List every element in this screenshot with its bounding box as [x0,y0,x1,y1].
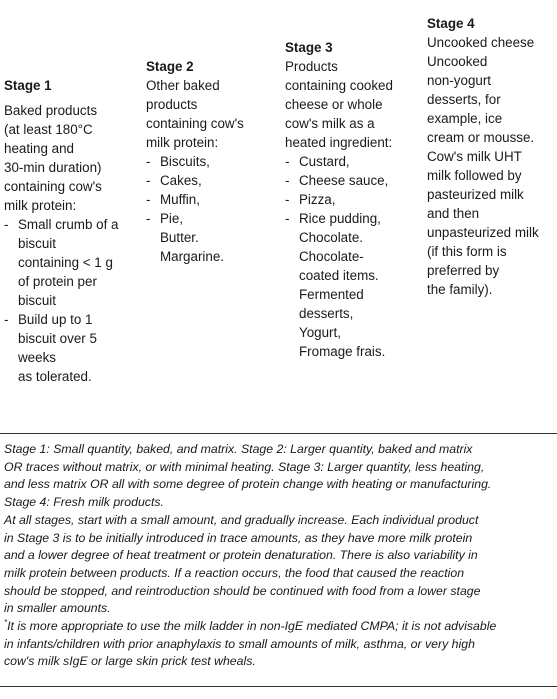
summary-line: and less matrix OR all with some degree of protein change with heating or manufacturing. [4,477,492,492]
list-item: - Cheese sauce, [285,173,389,188]
stage-4-title: Stage 4 [427,16,475,31]
advice-line: and a lower degree of heat treatment or protein denaturation. There is also variability in [4,548,478,563]
list-item: - Pie, Butter. Margarine. [146,211,225,264]
list-item: - Pizza, [285,192,336,207]
stage-4-intro-line: the family). [427,282,493,297]
advice-line: in smaller amounts. [4,601,111,616]
stage-4-intro-line: Cow's milk UHT [427,149,522,164]
stage-2-column [146,57,266,266]
stage-3-intro-line: heated ingredient: [285,135,393,150]
list-item: - Custard, [285,154,350,169]
stage-4-intro-line: desserts, for [427,92,501,107]
stage-4-intro-line: pasteurized milk [427,187,524,202]
footnote-line: cow's milk sIgE or large skin prick test wheals. [4,654,256,669]
stage-1-intro-line: 30-min duration) [4,160,102,175]
list-item: - Muffin, [146,192,200,207]
stage-3-list [285,152,413,361]
list-item: - Small crumb of a biscuit containing < 1 g of protein per biscuit [4,217,119,308]
stage-1-intro-line: containing cow's [4,179,102,194]
stage-1-intro-line: Baked products [4,103,98,118]
list-item: - Biscuits, [146,154,210,169]
list-item: - Rice pudding, Chocolate. Chocolate- coated items. Fermented desserts, Yogurt, Fromage frais. [285,211,386,359]
stage-4-intro-line: unpasteurized milk [427,225,539,240]
stage-2-intro-line: containing cow's [146,116,244,131]
summary-line: Stage 4: Fresh milk products. [4,495,164,510]
stage-2-title: Stage 2 [146,59,194,74]
advice-line: At all stages, start with a small amount, and gradually increase. Each individual product [4,512,479,527]
stage-4-intro-line: cream or mousse. [427,130,535,145]
stage-4-intro-line: preferred by [427,263,500,278]
stage-3-intro-line: Products [285,59,338,74]
stage-4-intro-line: non-yogurt [427,73,492,88]
advice-line: should be stopped, and reintroduction should be continued with food from a lower stage [4,583,481,598]
stage-2-intro-line: milk protein: [146,135,219,150]
stage-4-intro-line: and then [427,206,480,221]
footnote-line: *It is more appropriate to use the milk ladder in non-IgE mediated CMPA; it is not advisable [4,617,497,634]
stage-3-intro-line: cheese or whole [285,97,383,112]
list-item: - Build up to 1 biscuit over 5 weeks as tolerated. [4,312,97,384]
summary-line: Stage 1: Small quantity, baked, and matrix. Stage 2: Larger quantity, baked and matrix [4,442,473,456]
list-item: - Cakes, [146,173,202,188]
stage-3-intro-line: containing cooked [285,78,393,93]
stage-1-column [4,76,132,386]
stage-3-intro-line: cow's milk as a [285,116,375,131]
advice-line: milk protein between products. If a reaction occurs, the food that caused the reaction [4,565,465,580]
stage-3-title: Stage 3 [285,40,333,55]
stage-4-intro-line: (if this form is [427,244,507,259]
stage-1-intro-line: milk protein: [4,198,77,213]
stage-1-title: Stage 1 [4,78,52,93]
stage-3-column [285,38,413,361]
stage-2-intro-line: products [146,97,198,112]
stage-4-column [427,14,555,299]
stage-2-list [146,152,266,266]
table-end-rule [0,686,557,687]
stage-1-intro-line: heating and [4,141,74,156]
stage-1-intro-line: (at least 180°C [4,122,93,137]
footnote-mark: * [4,617,8,627]
summary-line: OR traces without matrix, or with minimal heating. Stage 3: Larger quantity, less heating, [4,459,485,474]
stage-2-intro-line: Other baked [146,78,220,93]
stage-1-list [4,215,132,386]
footnote-line: in infants/children with prior anaphylaxis to small amounts of milk, asthma, or very high [4,636,475,651]
stage-4-intro-line: Uncooked cheese [427,35,535,50]
stage-4-intro-line: milk followed by [427,168,522,183]
advice-line: in Stage 3 is to be initially introduced in trace amounts, as they have more milk protein [4,530,473,545]
table-bottom-rule [0,433,557,434]
stage-4-intro-line: Uncooked [427,54,488,69]
stage-4-intro-line: example, ice [427,111,503,126]
table-footnotes [4,441,556,671]
